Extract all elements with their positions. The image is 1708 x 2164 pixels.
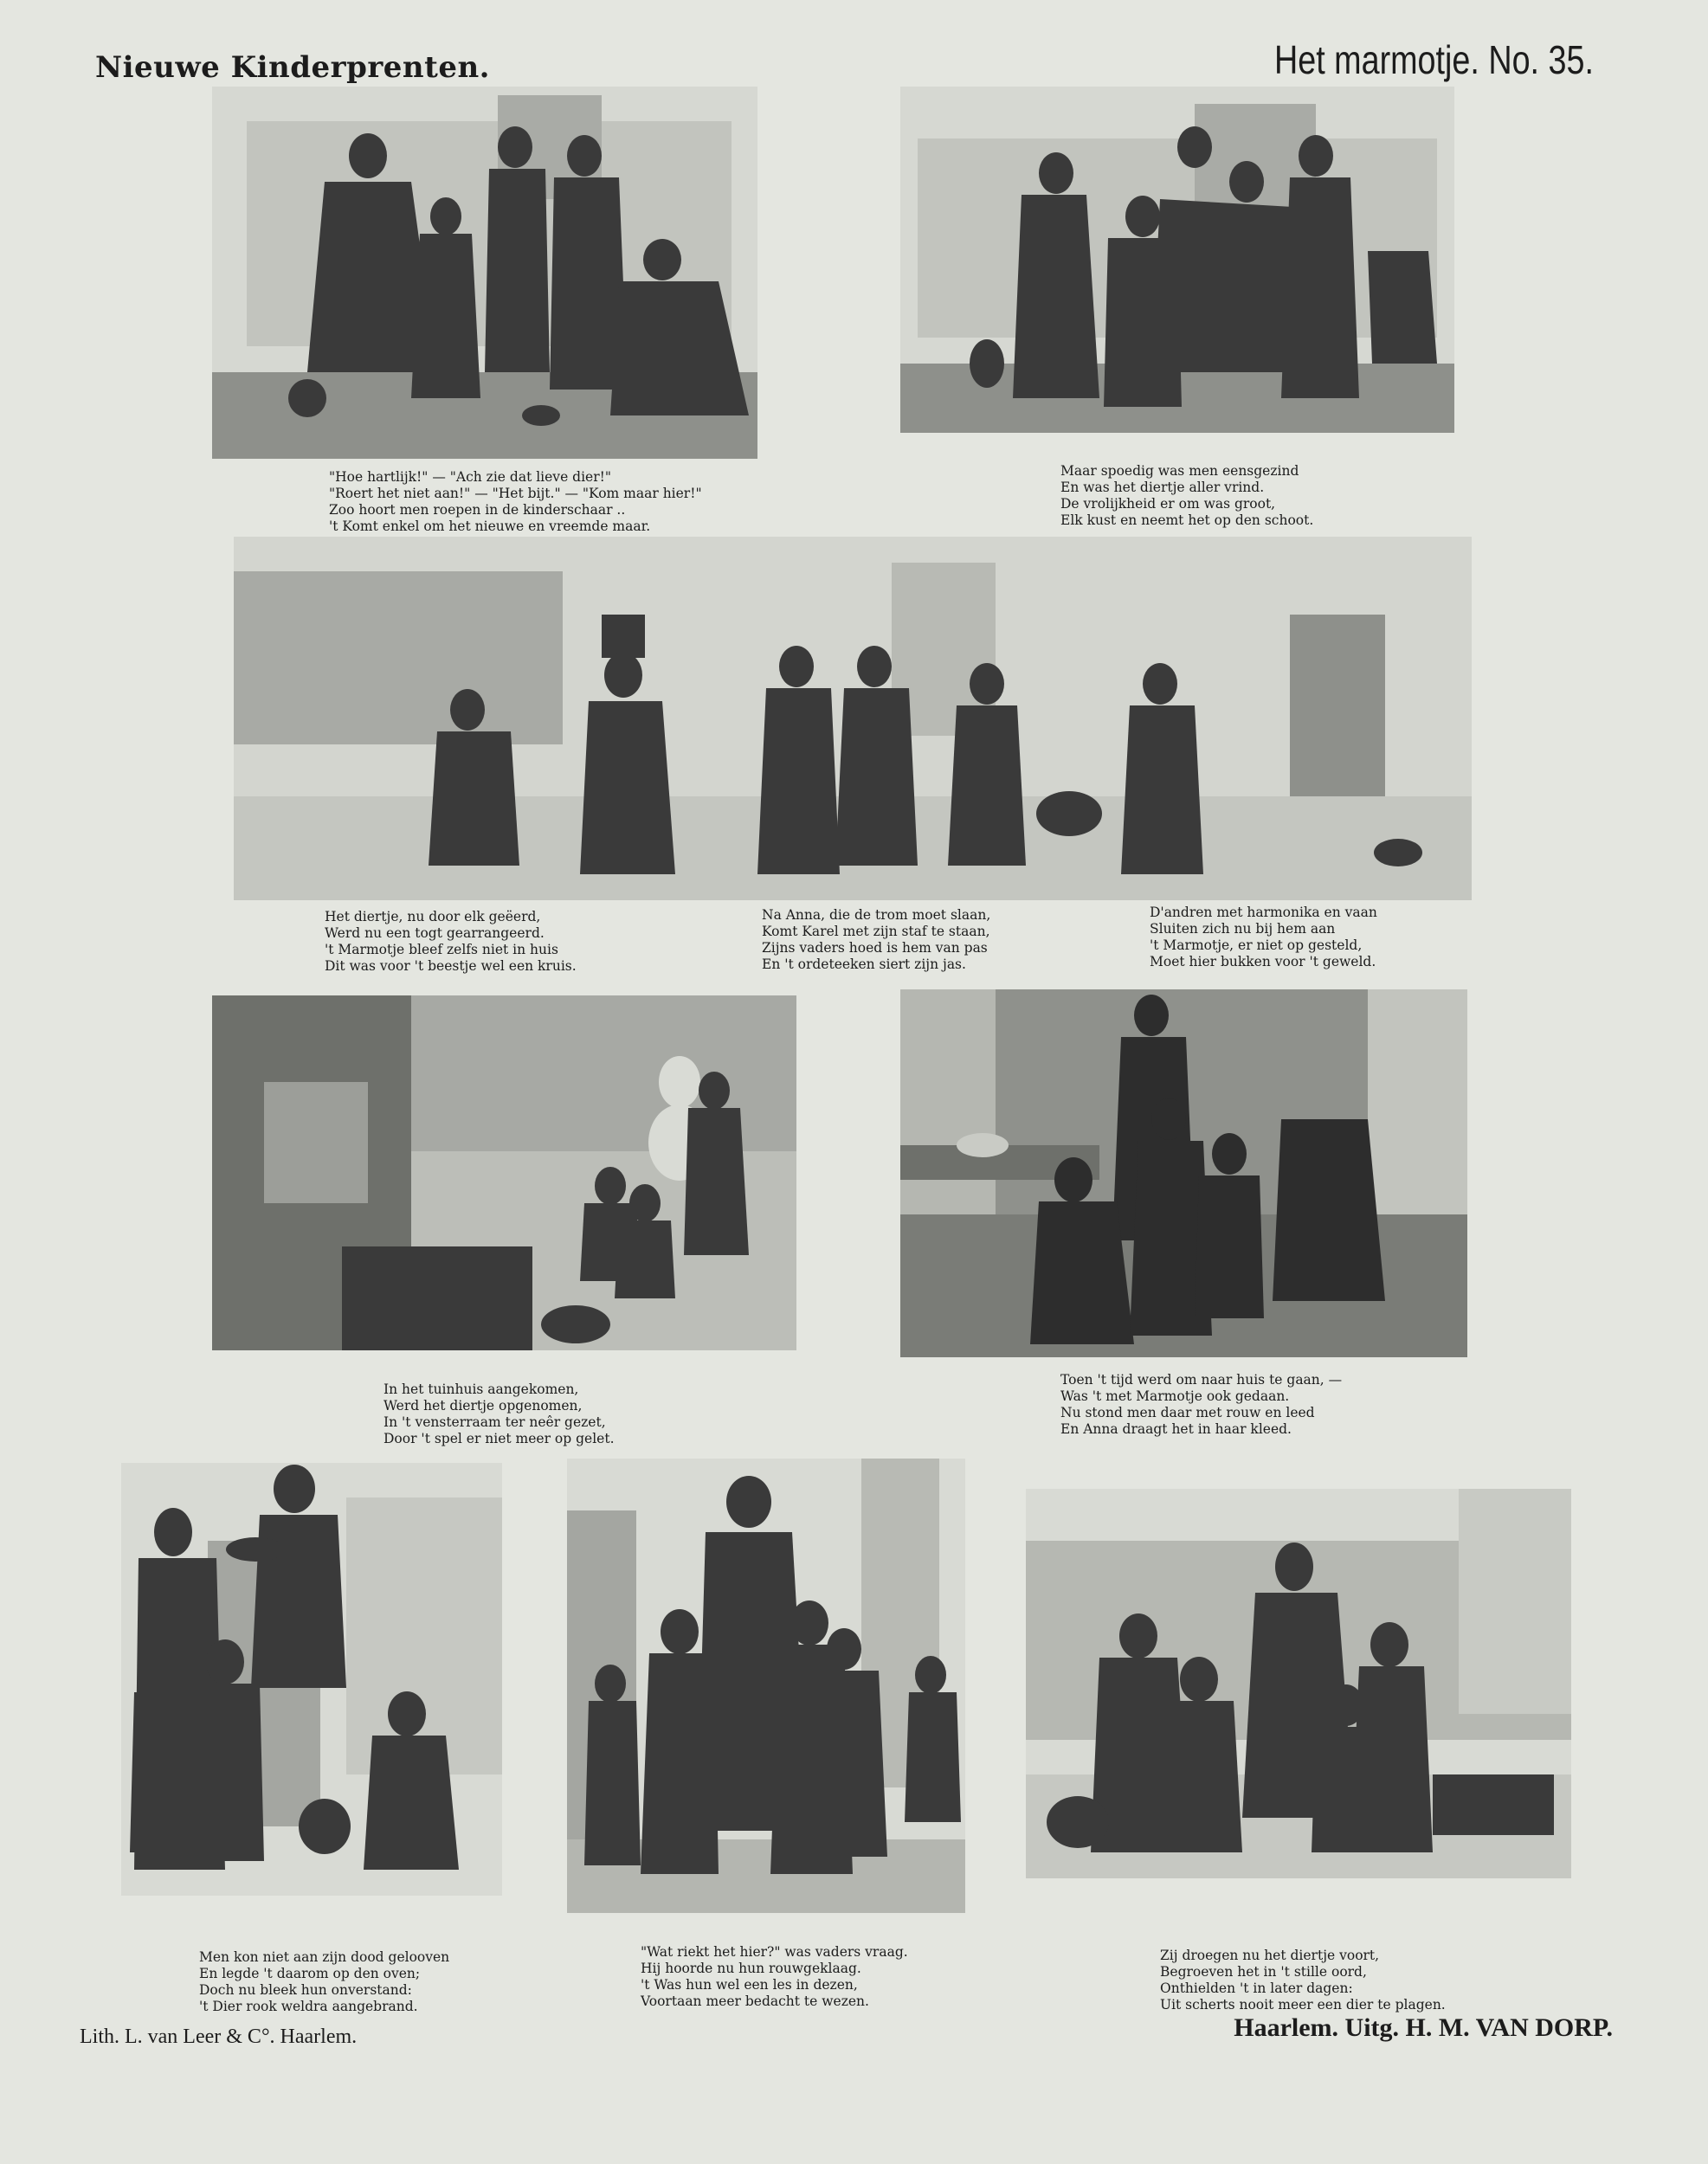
verse-9: "Wat riekt het hier?" was vaders vraag. Hij hoorde nu hun rouwgeklaag. 't Was hun wel een les in dezen, Voortaan meer bedacht te wezen. bbox=[641, 1944, 908, 2009]
verse-6: In het tuinhuis aangekomen, Werd het diertje opgenomen, In 't vensterraam ter neêr gezet, Door 't spel er niet meer op gelet. bbox=[383, 1381, 615, 1446]
verse-8: Men kon niet aan zijn dood gelooven En legde 't daarom op den oven; Doch nu bleek hun onverstand: 't Dier rook weldra aangebrand. bbox=[199, 1949, 450, 2014]
verse-3: Het diertje, nu door elk geëerd, Werd nu een togt gearrangeerd. 't Marmotje bleef zelfs niet in huis Dit was voor 't beestje wel een kruis. bbox=[325, 909, 577, 974]
illustration-burial bbox=[1026, 1489, 1571, 1878]
illustration-children-embrace-marmot bbox=[900, 87, 1454, 433]
verse-1: "Hoe hartlijk!" — "Ach zie dat lieve dier!" "Roert het niet aan!" — "Het bijt." — "Kom maar hier!" Zoo hoort men roepen in de kinderschaar .. 't Komt enkel om het nieuwe en vreemde maar. bbox=[329, 469, 702, 534]
illustration-marmot-on-oven bbox=[121, 1463, 502, 1896]
illustration-procession-with-marmot bbox=[234, 537, 1472, 900]
verse-10: Zij droegen nu het diertje voort, Begroeven het in 't stille oord, Onthielden 't in later dagen: Uit scherts nooit meer een dier te plagen. bbox=[1160, 1948, 1446, 2013]
publisher-credit: Haarlem. Uitg. H. M. VAN DORP. bbox=[1234, 2013, 1613, 2042]
series-title: Nieuwe Kinderprenten. bbox=[95, 50, 491, 85]
verse-5: D'andren met harmonika en vaan Sluiten zich nu bij hem aan 't Marmotje, er niet op gesteld, Moet hier bukken voor 't geweld. bbox=[1150, 905, 1377, 969]
verse-2: Maar spoedig was men eensgezind En was het diertje aller vrind. De vrolijkheid er om was groot, Elk kust en neemt het op den schoot. bbox=[1060, 463, 1314, 528]
verse-7: Toen 't tijd werd om naar huis te gaan, — Was 't met Marmotje ook gedaan. Nu stond men daar met rouw en leed En Anna draagt het in haar kleed. bbox=[1060, 1372, 1343, 1437]
print-title: Het marmotje. No. 35. bbox=[1274, 37, 1594, 82]
verse-4: Na Anna, die de trom moet slaan, Komt Karel met zijn staf te staan, Zijns vaders hoed is hem van pas En 't ordeteeken siert zijn jas. bbox=[762, 907, 991, 972]
illustration-children-heading-home bbox=[900, 989, 1467, 1357]
lithographer-credit: Lith. L. van Leer & C°. Haarlem. bbox=[80, 2026, 358, 2048]
illustration-father-asks bbox=[567, 1459, 965, 1913]
illustration-children-meet-marmot bbox=[212, 87, 757, 459]
illustration-garden-house-snowman bbox=[212, 995, 796, 1350]
